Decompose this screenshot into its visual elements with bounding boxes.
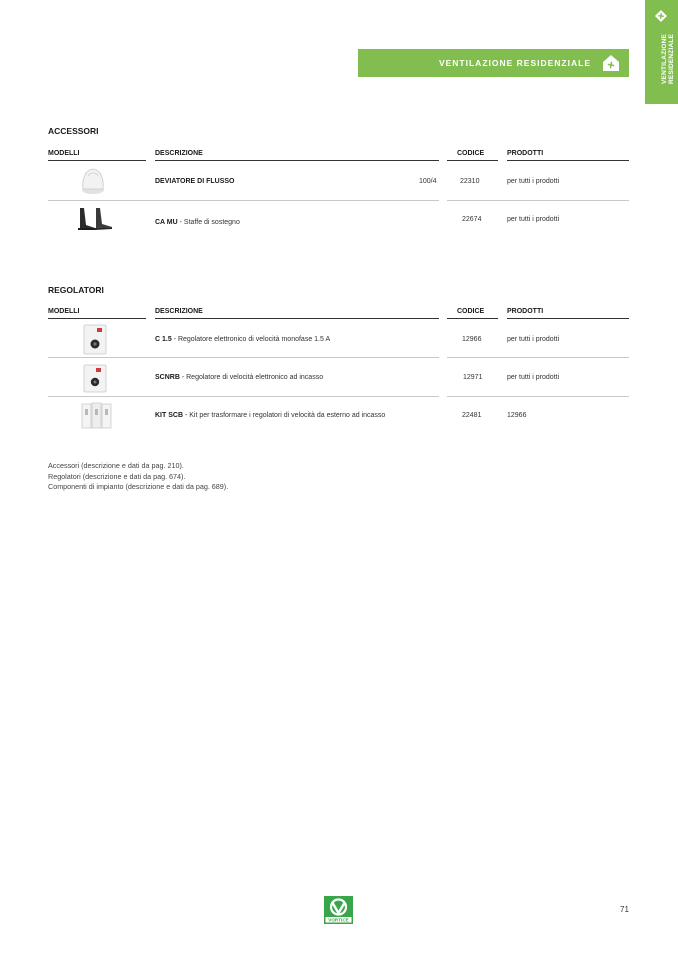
- vortice-logo: [324, 896, 353, 924]
- page-number: 71: [620, 905, 629, 914]
- item-products: per tutti i prodotti: [507, 336, 560, 343]
- list-item: SCNRB - Regolatore di velocità elettronico ad incasso: [155, 374, 324, 381]
- footnotes: [48, 461, 228, 493]
- footnote: Regolatori (descrizione e dati da pag. 674).: [48, 471, 186, 481]
- item-code: 22481: [462, 412, 482, 419]
- header-rule: [155, 160, 439, 161]
- row-divider: [447, 357, 629, 358]
- list-item: CA MU - Staffe di sostegno: [155, 219, 240, 226]
- header-products: PRODOTTI: [507, 150, 544, 157]
- header-rule: [447, 160, 498, 161]
- header-rule: [48, 318, 146, 319]
- header-models: MODELLI: [48, 150, 80, 157]
- header-description: DESCRIZIONE: [155, 150, 203, 157]
- speed-regulator-image: [82, 324, 108, 355]
- item-code: 12971: [463, 374, 483, 381]
- footnote: Accessori (descrizione e dati da pag. 210).: [48, 461, 184, 470]
- side-tab-label: VENTILAZIONE RESIDENZIALE: [661, 33, 675, 84]
- list-item: C 1.5 - Regolatore elettronico di velocità monofase 1.5 A: [155, 336, 331, 343]
- header-description: DESCRIZIONE: [155, 308, 203, 315]
- item-products: per tutti i prodotti: [507, 216, 560, 223]
- item-products: per tutti i prodotti: [507, 178, 560, 185]
- header-rule: [507, 160, 629, 161]
- regulators-title: REGOLATORI: [48, 285, 104, 295]
- header-code: CODICE: [457, 150, 485, 157]
- row-divider: [447, 200, 629, 201]
- item-code: 22674: [462, 216, 482, 223]
- list-item: DEVIATORE DI FLUSSO: [155, 178, 235, 185]
- conversion-kit-image: [80, 401, 114, 431]
- row-divider: [48, 200, 439, 201]
- header-models: MODELLI: [48, 308, 80, 315]
- header-rule: [48, 160, 146, 161]
- header-code: CODICE: [457, 308, 485, 315]
- flow-deviator-image: [80, 165, 106, 195]
- item-code: 22310: [460, 178, 480, 185]
- row-divider: [447, 396, 629, 397]
- accessories-title: ACCESSORI: [48, 126, 99, 136]
- row-divider: [48, 357, 439, 358]
- item-code: 12966: [462, 336, 482, 343]
- support-bracket-image: [76, 206, 114, 232]
- header-rule: [447, 318, 498, 319]
- recessed-regulator-image: [82, 364, 108, 393]
- row-divider: [48, 396, 439, 397]
- section-banner: [358, 49, 629, 77]
- header-products: PRODOTTI: [507, 308, 544, 315]
- item-products: 12966: [507, 412, 527, 419]
- footnote: Componenti di impianto (descrizione e dati da pag. 689).: [48, 482, 229, 491]
- house-fan-icon: [601, 53, 621, 73]
- banner-title: VENTILAZIONE RESIDENZIALE: [438, 58, 591, 68]
- section-side-tab: [645, 0, 678, 104]
- header-rule: [507, 318, 629, 319]
- house-fan-icon: [654, 9, 668, 23]
- item-products: per tutti i prodotti: [507, 374, 560, 381]
- logo-text: VORTICE: [328, 917, 349, 923]
- list-item: KIT SCB - Kit per trasformare i regolatori di velocità da esterno ad incasso: [155, 412, 386, 419]
- header-rule: [155, 318, 439, 319]
- item-size: 100/4: [419, 178, 437, 185]
